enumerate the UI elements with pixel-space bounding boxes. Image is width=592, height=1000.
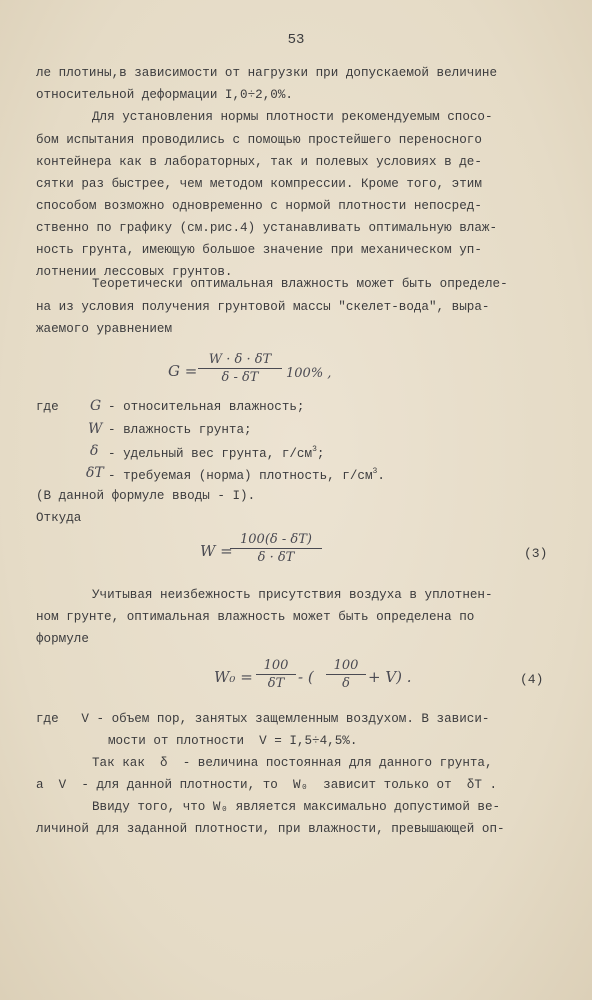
text-line: Учитывая неизбежность присутствия воздуха в уплотнен- <box>92 588 493 602</box>
text-line: мости от плотности V = I,5÷4,5%. <box>108 734 358 748</box>
formula-tail: + V) . <box>368 668 412 686</box>
fraction-denominator: δT <box>267 676 285 691</box>
symbol-w: W <box>88 421 103 437</box>
text-line: относительной деформации I,0÷2,0%. <box>36 88 293 102</box>
text-line: лотнении лессовых грунтов. <box>36 265 233 279</box>
text-line: а V - для данной плотности, то W₀ зависит только от δT . <box>36 778 498 792</box>
where-label: где <box>36 400 59 414</box>
symbol-delta-t: δT <box>86 465 104 481</box>
page-number: 53 <box>287 32 305 48</box>
definition-text: - относительная влажность; <box>108 400 305 414</box>
definition-text: - влажность грунта; <box>108 423 252 437</box>
text-line: Теоретически оптимальная влажность может быть определе- <box>92 277 508 291</box>
whence-label: Откуда <box>36 511 82 525</box>
text-line: ле плотины,в зависимости от нагрузки при допускаемой величине <box>36 66 498 80</box>
formula-fraction-2 <box>326 658 366 691</box>
text-line: Так как δ - величина постоянная для данного грунта, <box>92 756 493 770</box>
text-line: где V - объем пор, занятых защемленным воздухом. В зависи- <box>36 712 490 726</box>
formula-fraction <box>198 352 282 385</box>
fraction-denominator: δ · δT <box>257 550 295 565</box>
text-line: ном грунте, оптимальная влажность может быть определена по <box>36 610 475 624</box>
text-line: жаемого уравнением <box>36 322 173 336</box>
formula-mid: - ( <box>298 668 314 686</box>
formula-fraction-1 <box>256 658 296 691</box>
fraction-numerator: 100 <box>326 658 366 675</box>
definition-text: - удельный вес грунта, $г/см^3$; <box>108 445 325 461</box>
text-line: бом испытания проводились с помощью простейшего переносного <box>36 133 482 147</box>
equation-number: (3) <box>524 546 548 561</box>
formula-lhs: W₀ = <box>214 668 253 686</box>
symbol-g: G <box>90 398 102 414</box>
formula-fraction <box>230 532 322 565</box>
text-line: Для установления нормы плотности рекомендуемым спосо- <box>92 110 493 124</box>
fraction-numerator: W · δ · δT <box>198 352 282 369</box>
fraction-denominator: δ - δT <box>221 370 259 385</box>
text-line: сятки раз быстрее, чем методом компрессии. Кроме того, этим <box>36 177 482 191</box>
text-line: Ввиду того, что W₀ является максимально допустимой ве- <box>92 800 501 814</box>
fraction-numerator: 100 <box>256 658 296 675</box>
definition-text: - требуемая (норма) плотность, $г/см^3$. <box>108 467 385 483</box>
formula-lhs: W = <box>200 542 233 560</box>
formula-lhs: G = <box>168 362 198 380</box>
formula-tail: 100% , <box>286 366 332 381</box>
text-line: личиной для заданной плотности, при влажности, превышающей оп- <box>36 822 505 836</box>
text-line: ственно по графику (см.рис.4) устанавливать оптимальную влаж- <box>36 221 498 235</box>
text-line: ность грунта, имеющую большое значение при механическом уп- <box>36 243 482 257</box>
formula-note: (В данной формуле вводы - I). <box>36 489 256 503</box>
equation-number: (4) <box>520 672 544 687</box>
text-line: на из условия получения грунтовой массы "скелет-вода", выра- <box>36 300 490 314</box>
symbol-delta: δ <box>90 443 99 459</box>
text-line: контейнера как в лабораторных, так и полевых условиях в де- <box>36 155 482 169</box>
text-line: способом возможно одновременно с нормой плотности непосред- <box>36 199 482 213</box>
fraction-numerator: 100(δ - δT) <box>230 532 322 549</box>
text-line: формуле <box>36 632 89 646</box>
fraction-denominator: δ <box>342 676 350 691</box>
